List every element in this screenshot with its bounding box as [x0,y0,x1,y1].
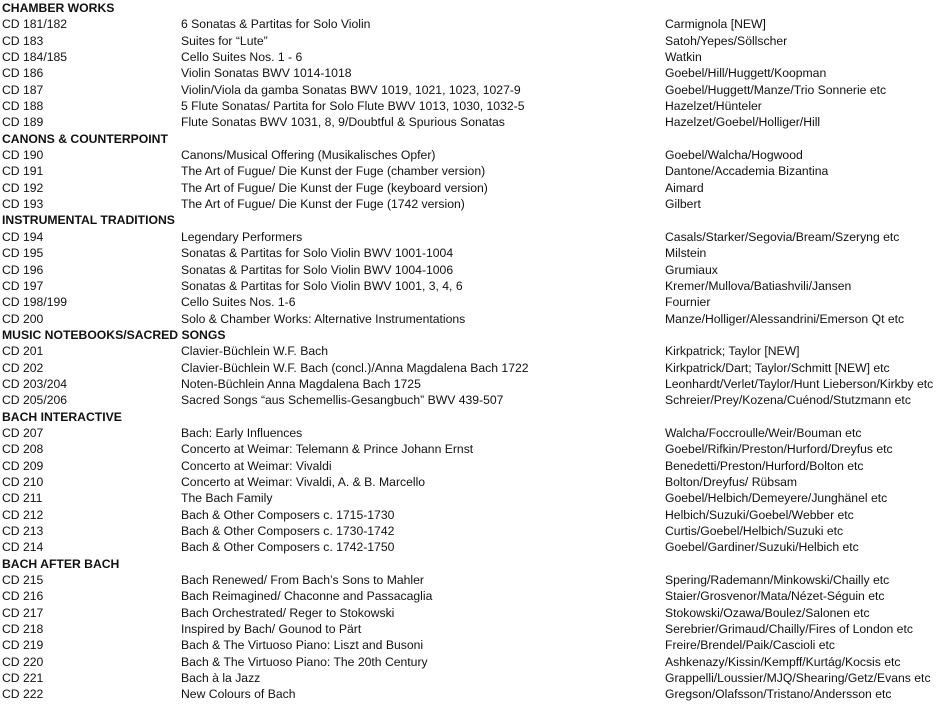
cd-number: CD 201 [2,344,44,359]
performers: Ashkenazy/Kissin/Kempff/Kurtág/Kocsis etc [665,654,901,669]
performers: Grumiaux [665,262,718,277]
work-title: Sonatas & Partitas for Solo Violin BWV 1001, 3, 4, 6 [181,278,463,293]
performers: Stokowski/Ozawa/Boulez/Salonen etc [665,605,870,620]
performers: Carmignola [NEW] [665,17,766,32]
catalog-row [0,441,950,457]
performers: Hazelzet/Goebel/Holliger/Hill [665,115,821,130]
cd-number: CD 205/206 [2,393,68,408]
cd-number: CD 212 [2,507,44,522]
performers: Curtis/Goebel/Helbich/Suzuki etc [665,524,844,538]
work-title: 5 Flute Sonatas/ Partita for Solo Flute BWV 1013, 1030, 1032-5 [181,99,525,114]
catalog-row [0,65,950,81]
work-title: Clavier-Büchlein W.F. Bach (concl.)/Anna Magdalena Bach 1722 [181,360,529,375]
cd-number: CD 209 [2,458,44,473]
cd-number: CD 197 [2,278,44,293]
cd-number: CD 216 [2,589,44,604]
cd-number: CD 210 [2,474,44,489]
cd-number: CD 192 [2,180,44,195]
catalog-row [0,654,950,670]
cd-number: CD 213 [2,524,44,538]
cd-number: CD 195 [2,246,44,261]
catalog-row [0,474,950,490]
work-title: Bach Orchestrated/ Reger to Stokowski [181,605,395,620]
performers: Goebel/Huggett/Manze/Trio Sonnerie etc [665,82,887,97]
catalog-row [0,180,950,196]
work-title: Bach & The Virtuoso Piano: The 20th Century [181,654,428,669]
performers: Freire/Brendel/Paik/Cascioli etc [665,638,836,653]
work-title: Concerto at Weimar: Telemann & Prince Johann Ernst [181,442,474,457]
work-title: The Bach Family [181,491,273,506]
catalog-row [0,245,950,261]
performers: Schreier/Prey/Kozena/Cuénod/Stutzmann etc [665,393,911,408]
catalog-row [0,523,950,539]
performers: Grappelli/Loussier/MJQ/Shearing/Getz/Evans etc [665,671,931,686]
catalog-row [0,572,950,588]
performers: Helbich/Suzuki/Goebel/Webber etc [665,507,854,522]
performers: Goebel/Rifkin/Preston/Hurford/Dreyfus etc [665,442,893,457]
cd-number: CD 218 [2,622,44,637]
cd-number: CD 186 [2,66,44,81]
work-title: The Art of Fugue/ Die Kunst der Fuge (keyboard version) [181,180,488,195]
cd-number: CD 219 [2,638,44,653]
performers: Watkin [665,50,702,65]
cd-number: CD 211 [2,491,43,506]
work-title: Canons/Musical Offering (Musikalisches Opfer) [181,148,436,163]
work-title: 6 Sonatas & Partitas for Solo Violin [181,17,371,32]
performers: Leonhardt/Verlet/Taylor/Hunt Lieberson/Kirkby etc [665,376,934,391]
catalog-row [0,670,950,686]
catalog-row [0,114,950,130]
work-title: Bach Reimagined/ Chaconne and Passacaglia [181,589,433,604]
work-title: Concerto at Weimar: Vivaldi, A. & B. Marcello [181,474,426,489]
work-title: Bach: Early Influences [181,425,303,440]
catalog-row [0,490,950,506]
performers: Hazelzet/Hünteler [665,99,762,114]
performers: Kirkpatrick; Taylor [NEW] [665,344,800,359]
work-title: Sacred Songs “aus Schemellis-Gesangbuch” BWV 439-507 [181,393,504,408]
performers: Bolton/Dreyfus/ Rübsam [665,474,798,489]
catalog-row [0,605,950,621]
work-title: Clavier-Büchlein W.F. Bach [181,344,328,359]
section-heading: MUSIC NOTEBOOKS/SACRED SONGS [2,327,226,342]
performers: Manze/Holliger/Alessandrini/Emerson Qt etc [665,311,905,326]
catalog-row [0,163,950,179]
cd-number: CD 187 [2,82,44,97]
catalog-row [0,82,950,98]
catalog-row [0,16,950,32]
performers: Staier/Grosvenor/Mata/Nézet-Séguin etc [665,589,885,604]
work-title: Legendary Performers [181,229,303,244]
section-heading: BACH AFTER BACH [2,556,120,571]
cd-number: CD 198/199 [2,295,68,310]
section-heading: INSTRUMENTAL TRADITIONS [2,213,175,228]
cd-number: CD 183 [2,33,44,48]
catalog-row [0,686,950,702]
work-title: Solo & Chamber Works: Alternative Instrumentations [181,311,466,326]
cd-number: CD 184/185 [2,50,68,65]
catalog-row [0,425,950,441]
cd-number: CD 207 [2,425,44,440]
catalog-row [0,637,950,653]
cd-number: CD 188 [2,99,44,114]
work-title: The Art of Fugue/ Die Kunst der Fuge (1742 version) [181,197,465,212]
cd-number: CD 203/204 [2,376,68,391]
cd-number: CD 189 [2,115,44,130]
performers: Fournier [665,295,711,310]
catalog-row [0,507,950,523]
performers: Goebel/Helbich/Demeyere/Junghänel etc [665,491,888,506]
section-heading: CHAMBER WORKS [2,1,115,15]
performers: Goebel/Hill/Huggett/Koopman [665,66,827,81]
catalog-row [0,49,950,65]
cd-number: CD 214 [2,540,44,555]
work-title: Bach & Other Composers c. 1742-1750 [181,540,395,555]
performers: Goebel/Walcha/Hogwood [665,148,803,163]
cd-number: CD 208 [2,442,44,457]
cd-number: CD 200 [2,311,44,326]
catalog-row [0,588,950,604]
cd-number: CD 202 [2,360,44,375]
cd-number: CD 217 [2,605,44,620]
catalog-row [0,343,950,359]
performers: Milstein [665,246,707,261]
catalog-row [0,33,950,49]
cd-number: CD 190 [2,148,44,163]
catalog-row [0,376,950,392]
catalog-row [0,196,950,212]
catalog-row [0,539,950,555]
cd-number: CD 221 [2,671,44,686]
work-title: Concerto at Weimar: Vivaldi [181,458,332,473]
cd-number: CD 193 [2,197,44,212]
work-title: Bach & The Virtuoso Piano: Liszt and Busoni [181,638,424,653]
work-title: Bach Renewed/ From Bach’s Sons to Mahler [181,573,424,588]
work-title: Cello Suites Nos. 1-6 [181,295,296,310]
work-title: Sonatas & Partitas for Solo Violin BWV 1001-1004 [181,246,454,261]
performers: Walcha/Foccroulle/Weir/Bouman etc [665,425,862,440]
catalog-row [0,311,950,327]
work-title: Suites for “Lute” [181,33,268,48]
work-title: Violin/Viola da gamba Sonatas BWV 1019, 1021, 1023, 1027-9 [181,82,521,97]
catalog-row [0,294,950,310]
catalog-row [0,621,950,637]
work-title: New Colours of Bach [181,687,296,702]
catalog-row [0,147,950,163]
work-title: Bach & Other Composers c. 1715-1730 [181,507,395,522]
cd-number: CD 215 [2,573,44,588]
catalog-row [0,262,950,278]
performers: Serebrier/Grimaud/Chailly/Fires of London etc [665,622,913,637]
work-title: Cello Suites Nos. 1 - 6 [181,50,303,65]
performers: Goebel/Gardiner/Suzuki/Helbich etc [665,540,859,555]
section-heading: CANONS & COUNTERPOINT [2,131,168,146]
performers: Kirkpatrick/Dart; Taylor/Schmitt [NEW] etc [665,360,890,375]
performers: Kremer/Mullova/Batiashvili/Jansen [665,278,852,293]
performers: Dantone/Accademia Bizantina [665,164,829,179]
performers: Satoh/Yepes/Söllscher [665,33,788,48]
cd-number: CD 222 [2,687,44,702]
performers: Casals/Starker/Segovia/Bream/Szeryng etc [665,229,900,244]
catalog-row [0,458,950,474]
performers: Aimard [665,180,704,195]
catalog-row [0,229,950,245]
work-title: Noten-Büchlein Anna Magdalena Bach 1725 [181,376,421,391]
work-title: The Art of Fugue/ Die Kunst der Fuge (chamber version) [181,164,486,179]
catalog-row [0,392,950,408]
work-title: Sonatas & Partitas for Solo Violin BWV 1004-1006 [181,262,454,277]
work-title: Bach à la Jazz [181,671,261,686]
cd-number: CD 191 [2,164,44,179]
performers: Benedetti/Preston/Hurford/Bolton etc [665,458,864,473]
cd-number: CD 181/182 [2,17,68,32]
catalog-row [0,360,950,376]
performers: Spering/Rademann/Minkowski/Chailly etc [665,573,890,588]
catalog-row [0,98,950,114]
section-heading: BACH INTERACTIVE [2,409,122,424]
work-title: Flute Sonatas BWV 1031, 8, 9/Doubtful & Spurious Sonatas [181,115,505,130]
performers: Gilbert [665,197,701,212]
work-title: Bach & Other Composers c. 1730-1742 [181,524,395,538]
cd-number: CD 196 [2,262,44,277]
catalog-row [0,278,950,294]
work-title: Violin Sonatas BWV 1014-1018 [181,66,352,81]
cd-number: CD 220 [2,654,44,669]
cd-number: CD 194 [2,229,44,244]
performers: Gregson/Olafsson/Tristano/Andersson etc [665,687,892,702]
work-title: Inspired by Bach/ Gounod to Pärt [181,622,362,637]
